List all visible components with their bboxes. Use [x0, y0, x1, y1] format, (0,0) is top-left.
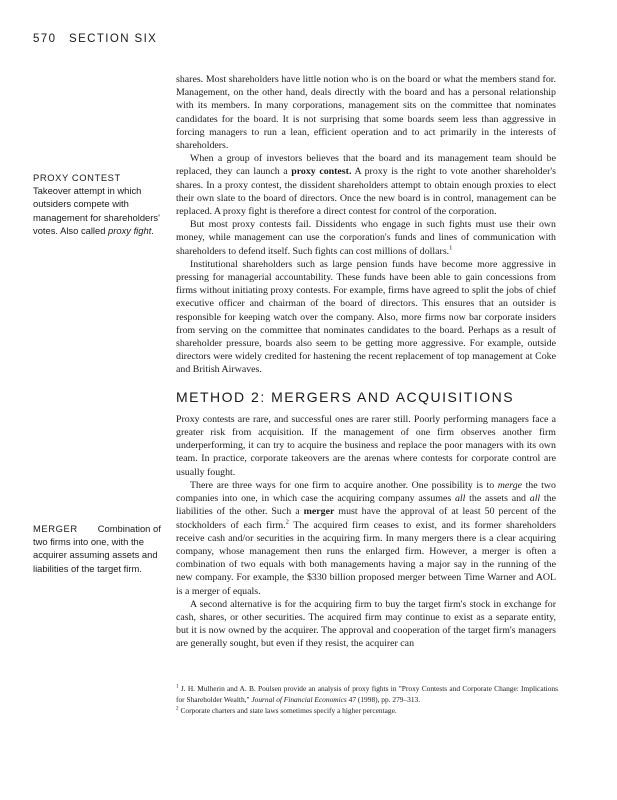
p6-text-d: the liabilities of the other. Such a: [176, 493, 556, 518]
p6-italic-all-1: all: [454, 493, 466, 505]
page-header: [33, 33, 157, 45]
footnote-1-number: 1: [176, 683, 179, 690]
section-title: SECTION SIX: [69, 33, 158, 45]
p6-text-a: There are three ways for one firm to acquire another. One possibility is to: [190, 479, 498, 491]
footnote-2-text: Corporate charters and state laws sometimes specify a higher percentage.: [178, 706, 397, 715]
footnote-2-number: 2: [176, 705, 179, 712]
footnotes: [176, 684, 558, 718]
p6-italic-all-2: all: [529, 493, 541, 505]
p2-text-a: When a group of investors believes that the board and its management team should be replaced, they can launch a: [176, 153, 556, 178]
margin-term-proxy-contest: PROXY CONTEST: [33, 172, 121, 183]
margin-term-merger: MERGER: [33, 523, 78, 534]
body-paragraph-6: [176, 479, 556, 598]
margin-alt-term: proxy fight: [108, 224, 152, 236]
margin-definition-merger: Combination of two firms into one, with the acquirer assuming assets and liabilities of the target firm.: [33, 523, 161, 574]
body-paragraph-4: Institutional shareholders such as large pension funds have become more aggressive in pressing for managerial accountability. These funds have been able to gain concessions from firms without initiating proxy contests. For example, firms have agreed to split the jobs of chief executive officer and chairman of the board of directors. This ensures that an outsider is responsible for keeping watch over the company. Also, more firms now bar corporate insiders from serving on the committee that nominates candidates to the board. Perhaps as a result of shareholder pressure, boards also seem to be getting more aggressive. For example, outside directors were widely credited for hastening the recent replacement of top management at Coke and British Airwaves.: [176, 258, 556, 376]
body-paragraph-1: shares. Most shareholders have little notion who is on the board or what the members stand for. Management, on the other hand, deals directly with the board and has a personal relationship with its members. In many corporations, management sits on the committee that nominates candidates for the board. It is not surprising that some boards seem less than aggressive in forcing managers to run a lean, efficient operation and to act primarily in the interests of shareholders.: [176, 74, 556, 152]
p6-text-e: must have the approval of at least 50 percent of the stockholders of each firm.: [176, 506, 556, 531]
main-text-column: [176, 73, 556, 651]
footnote-1: [176, 684, 558, 705]
p6-italic-merge: merge: [497, 479, 523, 491]
body-paragraph-5: Proxy contests are rare, and successful ones are rarer still. Poorly performing managers face a greater risk from acquisition. If the management of one firm observes another firm underperforming, it can try to acquire the business and replace the poor managers with its own team. In practice, corporate takeovers are the arenas where contests for corporate control are usually fought.: [176, 413, 556, 478]
margin-note-proxy-contest: [33, 171, 161, 237]
margin-definition-end: .: [151, 224, 154, 236]
body-paragraph-3: [176, 218, 556, 258]
p6-text-f: The acquired firm ceases to exist, and its former shareholders receive cash and/or securities in the acquiring firm. In many mergers there is a clear acquiring company, whose management then runs the enlarged firm. However, a merger is often a combination of two equals with both managements having a major say in the running of the new company. For example, the $330 billion proposed merger between Time Warner and AOL is a merger of equals.: [176, 519, 556, 597]
p2-text-b: A proxy is the right to vote another shareholder's shares. In a proxy contest, the dissident shareholders attempt to obtain enough proxies to elect their own slate to the board of directors. Once the new board is in control, management can be replaced. A proxy fight is therefore a direct contest for control of the corporation.: [176, 166, 557, 218]
footnote-1-journal: Journal of Financial Economics: [251, 694, 347, 704]
margin-definition-proxy-contest: [33, 184, 161, 237]
page-number: 570: [33, 33, 57, 45]
term-proxy-contest: proxy contest.: [291, 166, 352, 178]
footnote-1-text-a: J. H. Mulherin and A. B. Poulsen provide an analysis of proxy fights in "Proxy Contests and Corporate Change: Implications for Shareholder Wealth,": [176, 684, 558, 704]
footnote-ref-2: 2: [285, 518, 289, 526]
footnote-1-text-b: 47 (1998), pp. 279–313.: [346, 694, 421, 704]
p3-text: But most proxy contests fail. Dissidents who engage in such fights must use their own money, while management can use the corporation's funds and lines of communication with shareholders to defend itself. Such fights can cost millions of dollars.: [176, 219, 556, 257]
footnote-ref-1: 1: [449, 244, 453, 252]
footnote-2: [176, 706, 558, 717]
term-merger: merger: [303, 506, 335, 518]
p6-text-b: the two companies into one, in which case the acquiring company assumes: [176, 479, 556, 505]
p6-text-c: the assets and: [465, 493, 530, 505]
margin-note-merger: [33, 522, 161, 575]
body-paragraph-2: [176, 152, 556, 218]
body-paragraph-7: A second alternative is for the acquiring firm to buy the target firm's stock in exchange for cash, shares, or other securities. The acquired firm may continue to exist as a separate entity, but it is now owned by the acquirer. The approval and cooperation of the target firm's managers are generally sought, but even if they resist, the acquirer can: [176, 598, 556, 650]
margin-definition-text: Takeover attempt in which outsiders compete with management for shareholders' votes. Also called: [33, 185, 160, 236]
section-heading: METHOD 2: MERGERS AND ACQUISITIONS: [176, 388, 515, 405]
